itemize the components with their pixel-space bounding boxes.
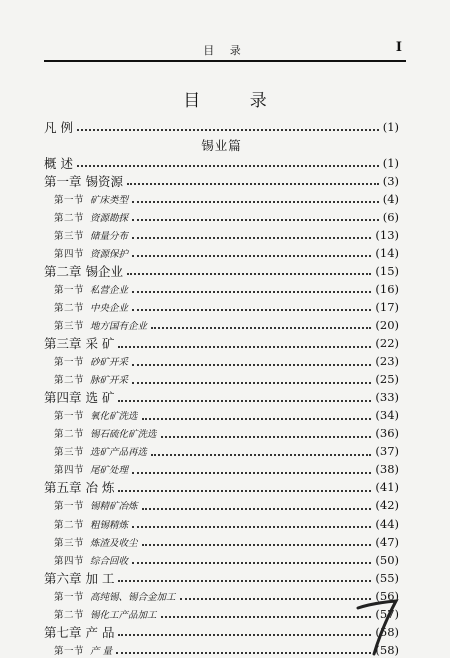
toc-page-number: (41) [375, 480, 399, 495]
toc-page-number: (58) [375, 624, 399, 639]
toc-label [44, 300, 128, 314]
toc-label [44, 426, 157, 440]
dot-leader [132, 236, 371, 239]
toc-page-number: (20) [375, 317, 399, 332]
toc-page-number: (50) [375, 552, 399, 567]
dot-leader [116, 651, 371, 654]
toc-row-section[interactable] [44, 587, 399, 604]
toc-section-number: 第三节 [54, 537, 85, 549]
toc-page-number: (47) [375, 534, 399, 549]
dot-leader [118, 345, 371, 348]
toc-label [44, 282, 128, 296]
toc-row-chapter[interactable] [44, 172, 399, 189]
toc-row-preface[interactable] [44, 118, 399, 135]
dot-leader [151, 453, 371, 456]
toc-label [44, 553, 128, 567]
toc-page-number: (22) [375, 336, 399, 350]
toc-section-number: 第四节 [54, 248, 85, 260]
toc-page-number: (17) [375, 299, 399, 314]
toc-label [44, 517, 128, 531]
toc-row-section[interactable] [44, 461, 399, 478]
toc-section-number: 第一节 [54, 501, 85, 513]
toc-row-chapter[interactable] [44, 389, 399, 406]
dot-leader [132, 200, 379, 203]
dot-leader [118, 489, 371, 492]
toc-page-number: (34) [375, 408, 399, 423]
toc-page-number: (37) [375, 444, 399, 459]
toc-page-number: (57) [375, 606, 399, 621]
toc-row-section[interactable] [44, 515, 399, 532]
toc-section-number: 第二节 [54, 519, 85, 531]
toc-section-title: 高纯锡、锡合金加工 [90, 591, 176, 603]
toc-label: 第四章 选 矿 [44, 390, 115, 406]
dot-leader [132, 218, 379, 221]
toc-section-title: 氧化矿洗选 [90, 411, 138, 423]
dot-leader [77, 128, 379, 131]
toc-row-section[interactable] [44, 407, 399, 424]
dot-leader [142, 507, 372, 510]
toc-section-number: 第三节 [54, 230, 85, 242]
toc-label [44, 354, 128, 368]
dot-leader [132, 290, 371, 293]
toc-row-section[interactable] [44, 425, 399, 442]
toc-page-number: (14) [375, 245, 399, 260]
dot-leader [77, 164, 379, 167]
toc-label: 第三章 采 矿 [44, 336, 115, 351]
handwritten-page-mark [352, 598, 402, 656]
toc-section-number: 第一节 [54, 411, 85, 423]
toc-label [44, 498, 138, 512]
toc-label [44, 462, 128, 476]
toc-label [44, 246, 128, 260]
toc-label [44, 372, 128, 386]
dot-leader [180, 597, 372, 600]
toc-row-section[interactable] [44, 208, 399, 225]
toc-section-number: 第三节 [54, 447, 85, 459]
toc-section-number: 第四节 [54, 465, 85, 477]
toc-section-title: 中央企业 [90, 302, 129, 314]
dot-leader [118, 633, 371, 636]
toc-row-section[interactable] [44, 316, 399, 333]
toc-page-number: (23) [375, 354, 399, 369]
toc-page-number: (13) [375, 227, 399, 242]
toc-label [44, 643, 112, 657]
toc-page-number: (55) [375, 570, 399, 585]
toc-section-title: 选矿产品再选 [90, 447, 148, 459]
toc-page-number: (44) [375, 516, 399, 531]
toc-section-number: 第一节 [54, 284, 85, 296]
toc-row-chapter[interactable] [44, 569, 399, 586]
toc-label [44, 192, 128, 206]
toc-label [44, 607, 157, 621]
toc-label [44, 535, 138, 549]
toc-label: 第六章 加 工 [44, 570, 115, 586]
toc-row-section[interactable] [44, 641, 399, 658]
toc-page-number: (36) [375, 426, 399, 441]
toc-section-number: 第二节 [54, 609, 85, 621]
toc-section-title: 矿床类型 [90, 194, 129, 206]
toc-section-title: 锡化工产品加工 [90, 609, 157, 621]
toc-row-section[interactable] [44, 298, 399, 315]
toc-page-number: (3) [382, 173, 399, 188]
dot-leader [142, 417, 372, 420]
toc-section-number: 第二节 [54, 429, 85, 441]
toc-row-chapter[interactable] [44, 262, 399, 279]
running-header-page-number: I [395, 40, 402, 55]
running-header-title: 目 录 [203, 44, 247, 57]
toc-page-number: (6) [382, 209, 399, 224]
toc-section-title: 锡精矿冶炼 [90, 501, 138, 513]
toc-section-title: 资源勘探 [90, 212, 129, 224]
toc-label [44, 589, 176, 603]
toc-label: 概 述 [44, 155, 73, 171]
toc-section-title: 地方国有企业 [90, 320, 148, 332]
toc-section-title: 产 量 [90, 645, 113, 657]
toc-section-number: 第二节 [54, 302, 85, 314]
toc-page-number: (33) [375, 390, 399, 405]
toc-section-number: 第一节 [54, 591, 85, 603]
toc-section-title: 尾矿处理 [90, 465, 129, 477]
dot-leader [132, 561, 371, 564]
toc-section-number: 第二节 [54, 212, 85, 224]
dot-leader [142, 543, 372, 546]
dot-leader [151, 326, 371, 329]
toc-section-number: 第一节 [54, 357, 85, 369]
dot-leader [132, 363, 371, 366]
toc-row-chapter[interactable] [44, 479, 399, 496]
dot-leader [132, 525, 371, 528]
toc-section-number: 第一节 [54, 194, 85, 206]
toc-section-title: 锡石硫化矿洗选 [90, 429, 157, 441]
toc-section-title: 砂矿开采 [90, 357, 129, 369]
toc-section-number: 第一节 [54, 645, 85, 657]
toc-label [44, 408, 138, 422]
dot-leader [118, 579, 371, 582]
toc-label [44, 228, 128, 242]
dot-leader [118, 399, 371, 402]
toc-row-section[interactable] [44, 605, 399, 622]
toc-section-title: 粗锡精炼 [90, 519, 129, 531]
toc-page-number: (1) [382, 155, 399, 170]
toc-page-number: (15) [375, 263, 399, 278]
toc-row-chapter[interactable] [44, 623, 399, 640]
toc-section-title: 脉矿开采 [90, 375, 129, 387]
toc-page-number: (1) [382, 119, 399, 134]
toc-section-number: 第二节 [54, 375, 85, 387]
toc-label: 凡 例 [44, 119, 73, 135]
toc-row-section[interactable] [44, 551, 399, 568]
toc-label: 第七章 产 品 [44, 624, 115, 640]
toc-row-section[interactable] [44, 443, 399, 460]
dot-leader [132, 381, 371, 384]
toc-page-number: (4) [382, 191, 399, 206]
running-header [44, 40, 406, 62]
toc-label [44, 444, 147, 458]
toc-page-number: (38) [375, 462, 399, 477]
part-title: 锡业篇 [201, 138, 242, 153]
toc-row-section[interactable] [44, 280, 399, 297]
toc-row-section[interactable] [44, 533, 399, 550]
toc-section-title: 储量分布 [90, 230, 129, 242]
toc-section-title: 私营企业 [90, 284, 129, 296]
toc-page-number: (56) [375, 588, 399, 603]
toc-page-number: (42) [375, 498, 399, 513]
toc-label: 第二章 锡企业 [44, 263, 123, 279]
dot-leader [127, 182, 379, 185]
toc-page-number: (16) [375, 281, 399, 296]
dot-leader [132, 308, 371, 311]
toc-section-title: 综合回收 [90, 555, 129, 567]
toc-row-section[interactable] [44, 190, 399, 207]
toc-row-section[interactable] [44, 371, 399, 388]
toc-label [44, 318, 147, 332]
toc-section-title: 炼渣及收尘 [90, 537, 138, 549]
dot-leader [161, 615, 372, 618]
page-title: 目 录 [183, 91, 289, 111]
toc-section-number: 第三节 [54, 320, 85, 332]
dot-leader [127, 272, 371, 275]
toc-row-section[interactable] [44, 497, 399, 514]
toc-label [44, 210, 128, 224]
toc-page-number: (25) [375, 372, 399, 387]
toc-row-section[interactable] [44, 244, 399, 261]
toc-section-number: 第四节 [54, 555, 85, 567]
toc-section-title: 资源保护 [90, 248, 129, 260]
toc-label: 第一章 锡资源 [44, 173, 123, 189]
toc-label: 第五章 冶 炼 [44, 480, 115, 496]
toc-page-number: (58) [375, 642, 399, 657]
toc-row-chapter[interactable] [44, 335, 399, 352]
toc-row-chapter[interactable] [44, 154, 399, 171]
dot-leader [132, 471, 371, 474]
dot-leader [161, 435, 372, 438]
toc-row-section[interactable] [44, 353, 399, 370]
dot-leader [132, 254, 371, 257]
toc-row-section[interactable] [44, 226, 399, 243]
